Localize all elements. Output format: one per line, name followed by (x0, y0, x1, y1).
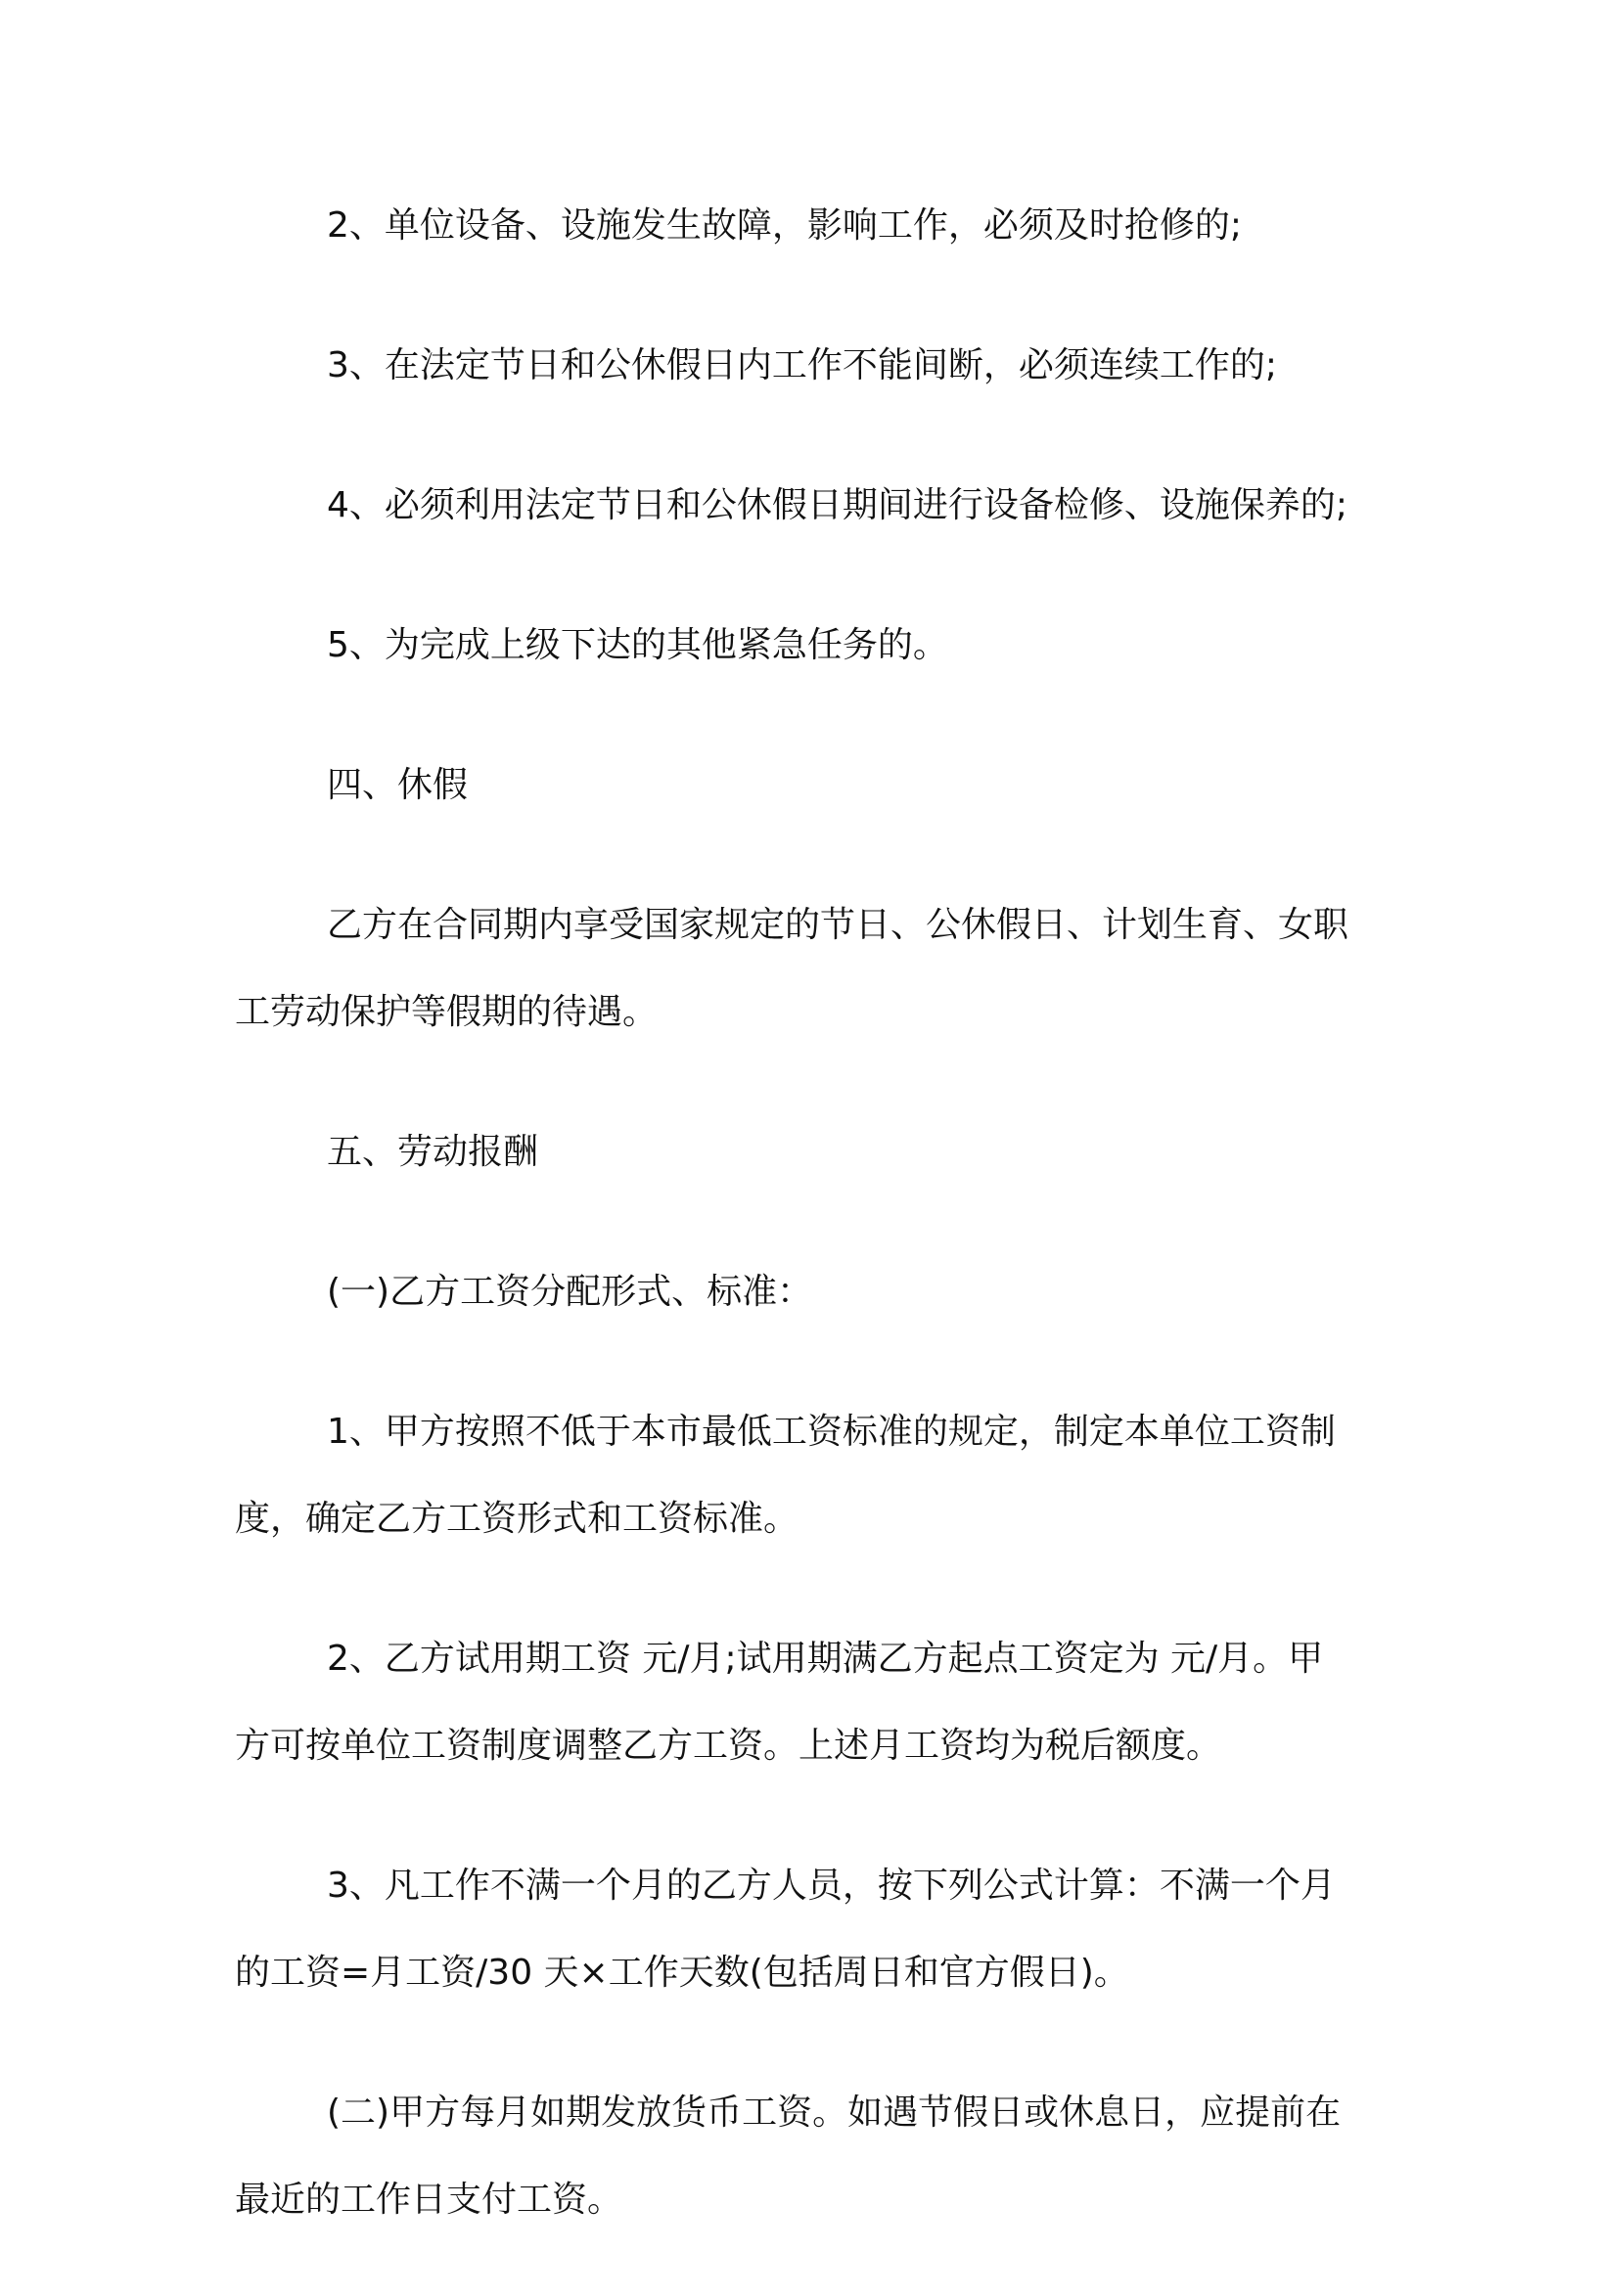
paragraph-overtime-item-5: 5、为完成上级下达的其他紧急任务的。 (327, 625, 948, 665)
paragraph-overtime-item-3: 3、在法定节日和公休假日内工作不能间断，必须连续工作的; (327, 345, 1278, 385)
paragraph-leave-terms: 乙方在合同期内享受国家规定的节日、公休假日、计划生育、女职工劳动保护等假期的待遇。 (235, 905, 1349, 1032)
section-heading-leave: 四、休假 (327, 765, 469, 805)
subsection-heading-wage-form: (一)乙方工资分配形式、标准： (327, 1272, 813, 1312)
document-body (235, 182, 1350, 2296)
paragraph-wage-item-2: 2、乙方试用期工资 元/月;试用期满乙方起点工资定为 元/月。甲方可按单位工资制度调整乙方工资。上述月工资均为税后额度。 (235, 1639, 1324, 1766)
section-heading-remuneration: 五、劳动报酬 (327, 1132, 539, 1172)
paragraph-overtime-item-2: 2、单位设备、设施发生故障，影响工作，必须及时抢修的; (327, 205, 1243, 246)
paragraph-wage-item-1: 1、甲方按照不低于本市最低工资标准的规定，制定本单位工资制度，确定乙方工资形式和工资标准。 (235, 1412, 1336, 1539)
paragraph-wage-payment: (二)甲方每月如期发放货币工资。如遇节假日或休息日，应提前在最近的工作日支付工资。 (235, 2093, 1342, 2220)
paragraph-wage-item-3: 3、凡工作不满一个月的乙方人员，按下列公式计算：不满一个月的工资=月工资/30 天×工作天数(包括周日和官方假日)。 (235, 1866, 1336, 1993)
paragraph-overtime-item-4: 4、必须利用法定节日和公休假日期间进行设备检修、设施保养的; (327, 485, 1348, 525)
